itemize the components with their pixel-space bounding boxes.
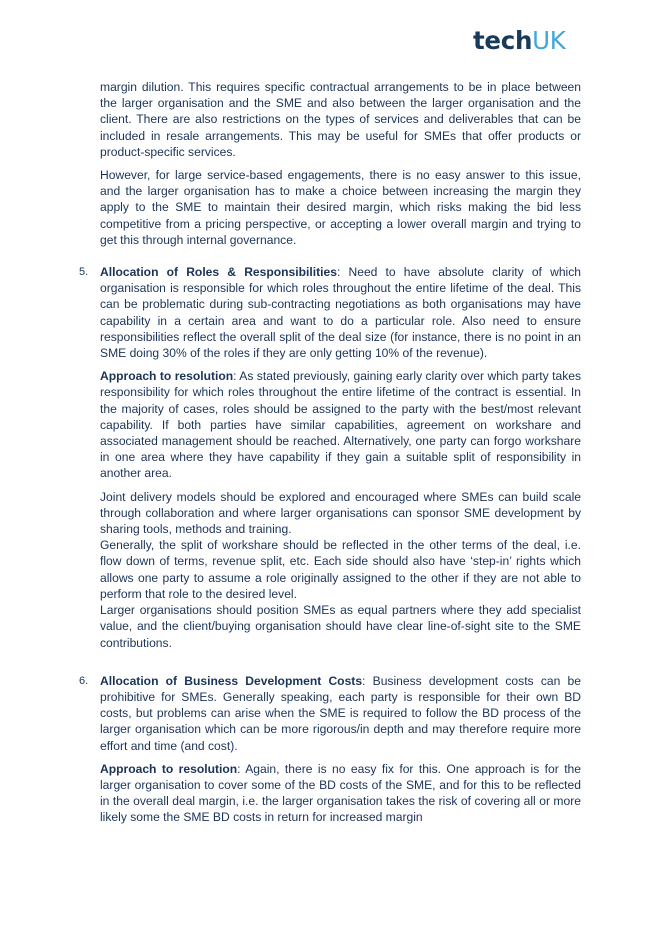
item5-text: : Need to have absolute clarity of which organisation is responsible for which roles throughout the entire lifetime of the deal. This can be problematic during sub-contracting negotiations as both organisations may have capability in a certain area and want to do a particular role. Also need to ensure responsibilities reflect the overall split of the deal size (for instance, there is no point in an SME doing 30% of the roles if they are only getting 10% of the revenue). xyxy=(100,265,582,361)
item5-title: Allocation of Roles & Responsibilities xyxy=(100,265,337,280)
item5-paragraph-3: Joint delivery models should be explored and encouraged where SMEs can build scale through collaboration and where larger organisations can sponsor SME development by sharing tools, methods and training. xyxy=(100,489,581,537)
item6-resolution-text: : Again, there is no easy fix for this. One approach is for the larger organisation to cover some of the BD costs of the SME, and for this to be reflected in the overall deal margin, i.e. the larger organisation takes the risk of covering all or more likely some the SME BD costs in return for increased margin xyxy=(100,761,582,825)
list-number-6: 6. xyxy=(79,674,89,687)
list-item-5 xyxy=(79,264,582,651)
item5-resolution-label: Approach to resolution xyxy=(100,369,234,384)
intro-paragraph-1: margin dilution. This requires specific contractual arrangements to be in place between the larger organisation and the SME and also between the larger organisation and the client. There are also restrictions on the types of services and deliverables that can be included in resale arrangements. This may be useful for SMEs that offer products or product-specific services. xyxy=(100,80,581,159)
list-number-5: 5. xyxy=(79,266,89,279)
logo-uk: UK xyxy=(532,26,566,55)
item5-resolution xyxy=(100,368,581,481)
document-body xyxy=(79,79,582,826)
item5-resolution-text: : As stated previously, gaining early clarity over which party takes responsibility for which roles throughout the entire lifetime of the contract is essential. In the majority of cases, roles should be assigned to the party with the best/most relevant capability. If both parties have similar capabilities, agreement on workshare and associated management should be reached. Alternatively, one party can forgo workshare in one area where they have capability if they gain a suitable split of responsibility in another area. xyxy=(100,369,582,481)
item6-resolution xyxy=(100,761,581,826)
techuk-logo xyxy=(473,26,566,56)
logo-tech: tech xyxy=(473,26,533,55)
item5-paragraph-4: Generally, the split of workshare should be reflected in the other terms of the deal, i.e. flow down of terms, revenue split, etc. Each side should also have ‘step-in’ rights which allows one party to assume a role originally assigned to the other if they are not able to perform that role to the desired level. xyxy=(100,538,581,601)
list-item-6 xyxy=(79,673,582,826)
item6-resolution-label: Approach to resolution xyxy=(100,761,238,776)
item5-paragraph xyxy=(100,264,581,361)
item6-text: : Business development costs can be prohibitive for SMEs. Generally speaking, each party is responsible for their own BD costs, but problems can arise when the SME is required to follow the BD process of the larger organisation which can be more rigorous/in depth and may therefore require more effort and time (and cost). xyxy=(100,673,581,753)
intro-paragraph-2: However, for large service-based engagements, there is no easy answer to this issue, and the larger organisation has to make a choice between increasing the margin they apply to the SME to maintain their desired margin, which risks making the bid less competitive from a pricing perspective, or accepting a lower overall margin and trying to get this through internal governance. xyxy=(100,168,581,247)
item6-title: Allocation of Business Development Costs xyxy=(100,673,363,688)
item6-paragraph xyxy=(100,673,581,754)
item5-paragraph-5: Larger organisations should position SMEs as equal partners where they add specialist value, and the client/buying organisation should have clear line-of-sight site to the SME contributions. xyxy=(100,603,581,650)
